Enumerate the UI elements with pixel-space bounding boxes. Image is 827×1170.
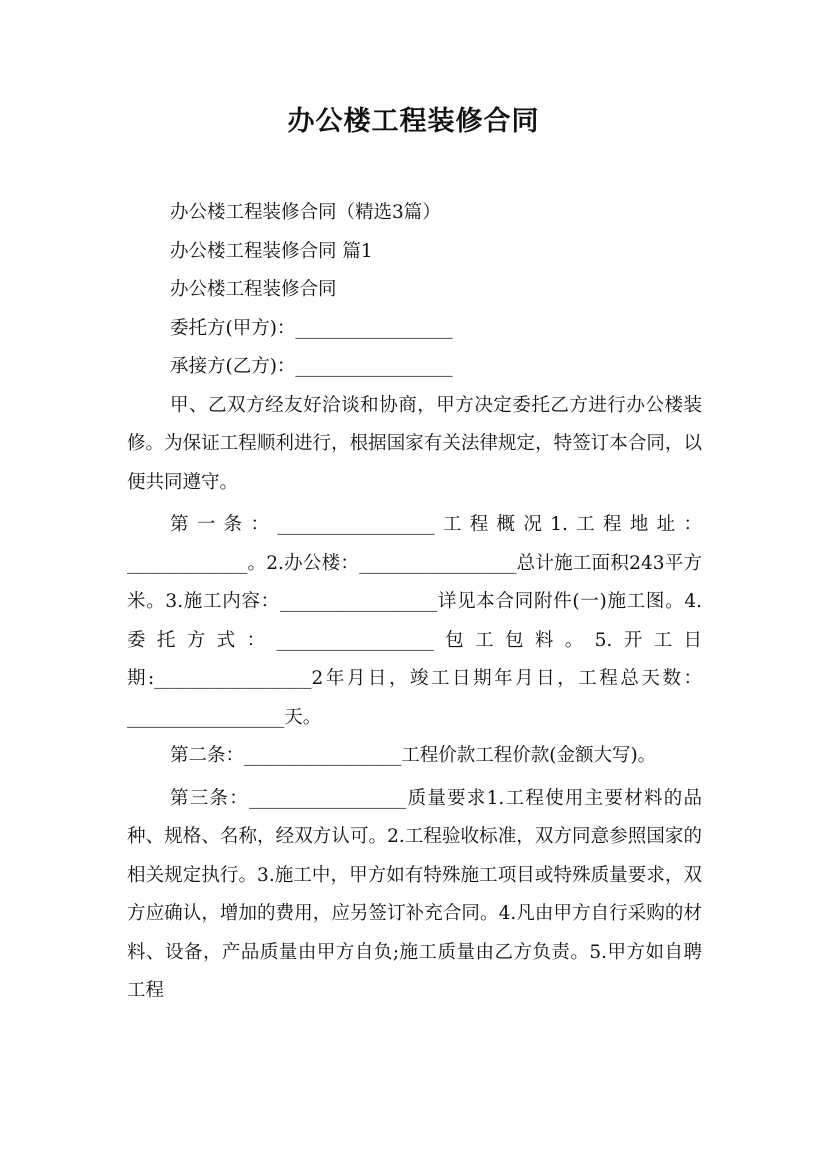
party-b-line: 承接方(乙方)：_________________ [170,356,453,377]
article-3-paragraph: 第三条：_________________质量要求1.工程使用主要材料的品种、规格、名称，经双方认可。2.工程验收标准，双方同意参照国家的相关规定执行。3.施工中，甲方如有特殊施工项目或特殊质量要求，双方应确认，增加的费用，应另签订补充合同。4.凡由甲方自行采购的材料、设备，产品质量由甲方自负;施工质量由乙方负责。5.甲方如自聘工程 [127,787,702,1001]
article-2-paragraph: 第二条：_________________工程价款工程价款(金额大写)。 [170,745,657,766]
section-heading: 办公楼工程装修合同 篇1 [170,240,373,262]
intro-paragraph: 甲、乙双方经友好洽谈和协商，甲方决定委托乙方进行办公楼装修。为保证工程顺利进行，根据国家有关法律规定，特签订本合同，以便共同遵守。 [127,394,702,493]
contract-name-line: 办公楼工程装修合同 [170,279,337,300]
article-1-paragraph: 第一条：_________________工程概况1.工程地址：_____________。2.办公楼：_________________总计施工面积243平方米。3.施工内容：_________________详见本合同附件(一)施工图。4.委托方式：_________________包工包料。5.开工日期:_________________2年月日，竣工日期年月日，工程总天数：_________________天。 [127,514,702,728]
party-a-line: 委托方(甲方)：_________________ [170,317,453,339]
document-title: 办公楼工程装修合同 [287,106,540,137]
subtitle-line: 办公楼工程装修合同（精选3篇） [170,202,441,223]
document-body [127,194,702,1011]
